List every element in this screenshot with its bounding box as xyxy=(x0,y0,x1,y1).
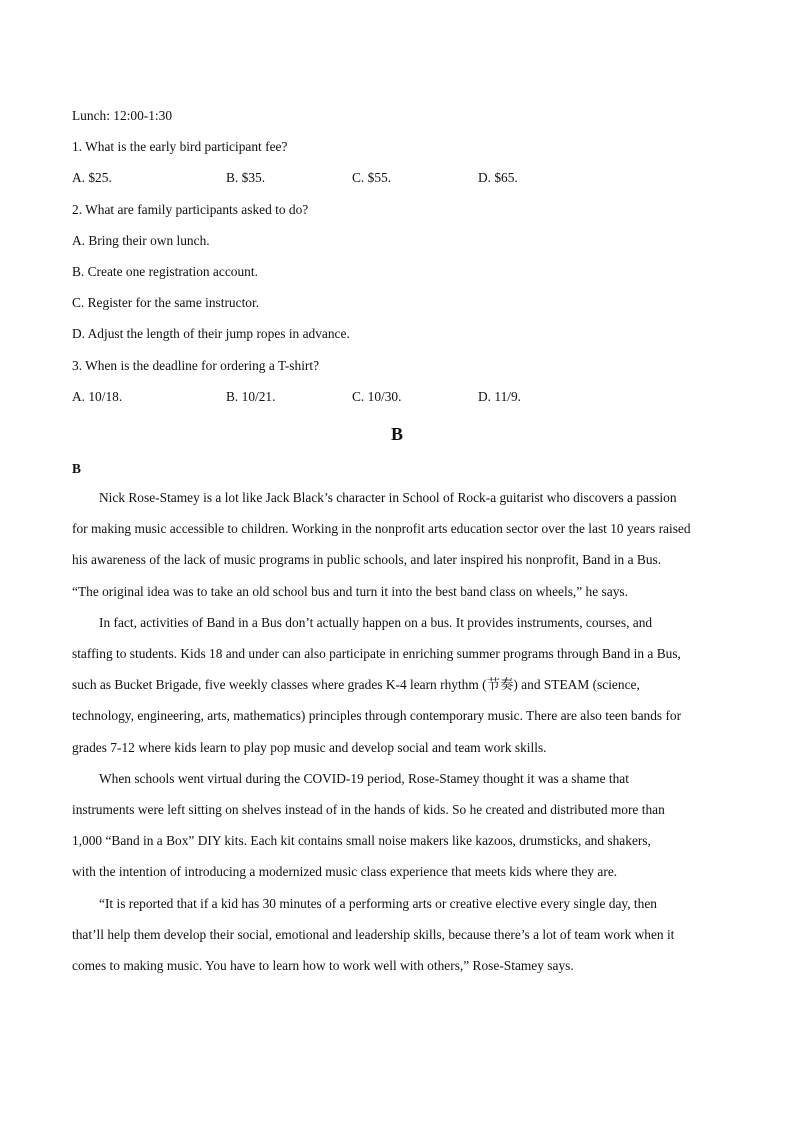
passage-line: 1,000 “Band in a Box” DIY kits. Each kit contains small noise makers like kazoos, drumsticks, and shakers, xyxy=(72,833,651,849)
passage-line: “It is reported that if a kid has 30 minutes of a performing arts or creative elective every single day, then xyxy=(99,895,657,911)
passage-line: Nick Rose-Stamey is a lot like Jack Black’s character in School of Rock-a guitarist who discovers a passion xyxy=(99,490,677,506)
lunch-time: Lunch: 12:00-1:30 xyxy=(72,108,173,123)
question-3-option-d: D. 11/9. xyxy=(478,388,522,404)
question-3-option-c: C. 10/30. xyxy=(352,388,402,404)
question-1-stem: 1. What is the early bird participant fee? xyxy=(72,139,288,155)
passage-paragraph-2 xyxy=(72,607,722,763)
question-1-option-c: C. $55. xyxy=(352,170,392,186)
question-3-options xyxy=(72,381,722,412)
question-1-options xyxy=(72,162,722,193)
question-2-option-a: A. Bring their own lunch. xyxy=(72,232,210,248)
passage-paragraph-3 xyxy=(72,763,722,888)
passage-line: comes to making music. You have to learn how to work well with others,” Rose-Stamey says. xyxy=(72,958,574,974)
document-page xyxy=(72,100,722,981)
question-1-option-d: D. $65. xyxy=(478,170,518,186)
passage-line: grades 7-12 where kids learn to play pop music and develop social and team work skills. xyxy=(72,739,547,755)
question-3-option-a: A. 10/18. xyxy=(72,388,123,404)
section-label: B xyxy=(72,461,81,477)
question-2-stem: 2. What are family participants asked to do? xyxy=(72,201,309,217)
passage-line: that’ll help them develop their social, emotional and leadership skills, because there’s a lot of team work when it xyxy=(72,926,675,942)
question-3-stem: 3. When is the deadline for ordering a T-shirt? xyxy=(72,357,320,373)
passage-line: such as Bucket Brigade, five weekly classes where grades K-4 learn rhythm (节奏) and STEAM (science, xyxy=(72,677,640,693)
passage-line: “The original idea was to take an old school bus and turn it into the best band class on wheels,” he says. xyxy=(72,583,628,599)
passage-line: for making music accessible to children. Working in the nonprofit arts education sector over the last 10 years raised xyxy=(72,521,691,537)
question-2-option-b: B. Create one registration account. xyxy=(72,264,258,280)
section-title: B xyxy=(390,424,403,445)
passage-line: his awareness of the lack of music programs in public schools, and later inspired his nonprofit, Band in a Bus. xyxy=(72,552,662,568)
question-2-option-d: D. Adjust the length of their jump ropes in advance. xyxy=(72,326,350,342)
passage-paragraph-4 xyxy=(72,888,722,982)
passage-paragraph-1 xyxy=(72,482,722,607)
passage-line: instruments were left sitting on shelves instead of in the hands of kids. So he created and distributed more than xyxy=(72,802,665,818)
question-2-option-c: C. Register for the same instructor. xyxy=(72,295,260,311)
question-1-option-b: B. $35. xyxy=(226,170,266,186)
passage-line: staffing to students. Kids 18 and under can also participate in enriching summer programs through Band in a Bus, xyxy=(72,646,681,662)
passage-line: with the intention of introducing a modernized music class experience that meets kids where they are. xyxy=(72,864,618,880)
question-1-option-a: A. $25. xyxy=(72,170,112,186)
question-3-option-b: B. 10/21. xyxy=(226,388,276,404)
passage-line: In fact, activities of Band in a Bus don’t actually happen on a bus. It provides instruments, courses, and xyxy=(99,614,653,630)
passage-line: When schools went virtual during the COVID-19 period, Rose-Stamey thought it was a shame that xyxy=(99,770,629,786)
passage-line: technology, engineering, arts, mathematics) principles through contemporary music. There are also teen bands for xyxy=(72,708,682,724)
